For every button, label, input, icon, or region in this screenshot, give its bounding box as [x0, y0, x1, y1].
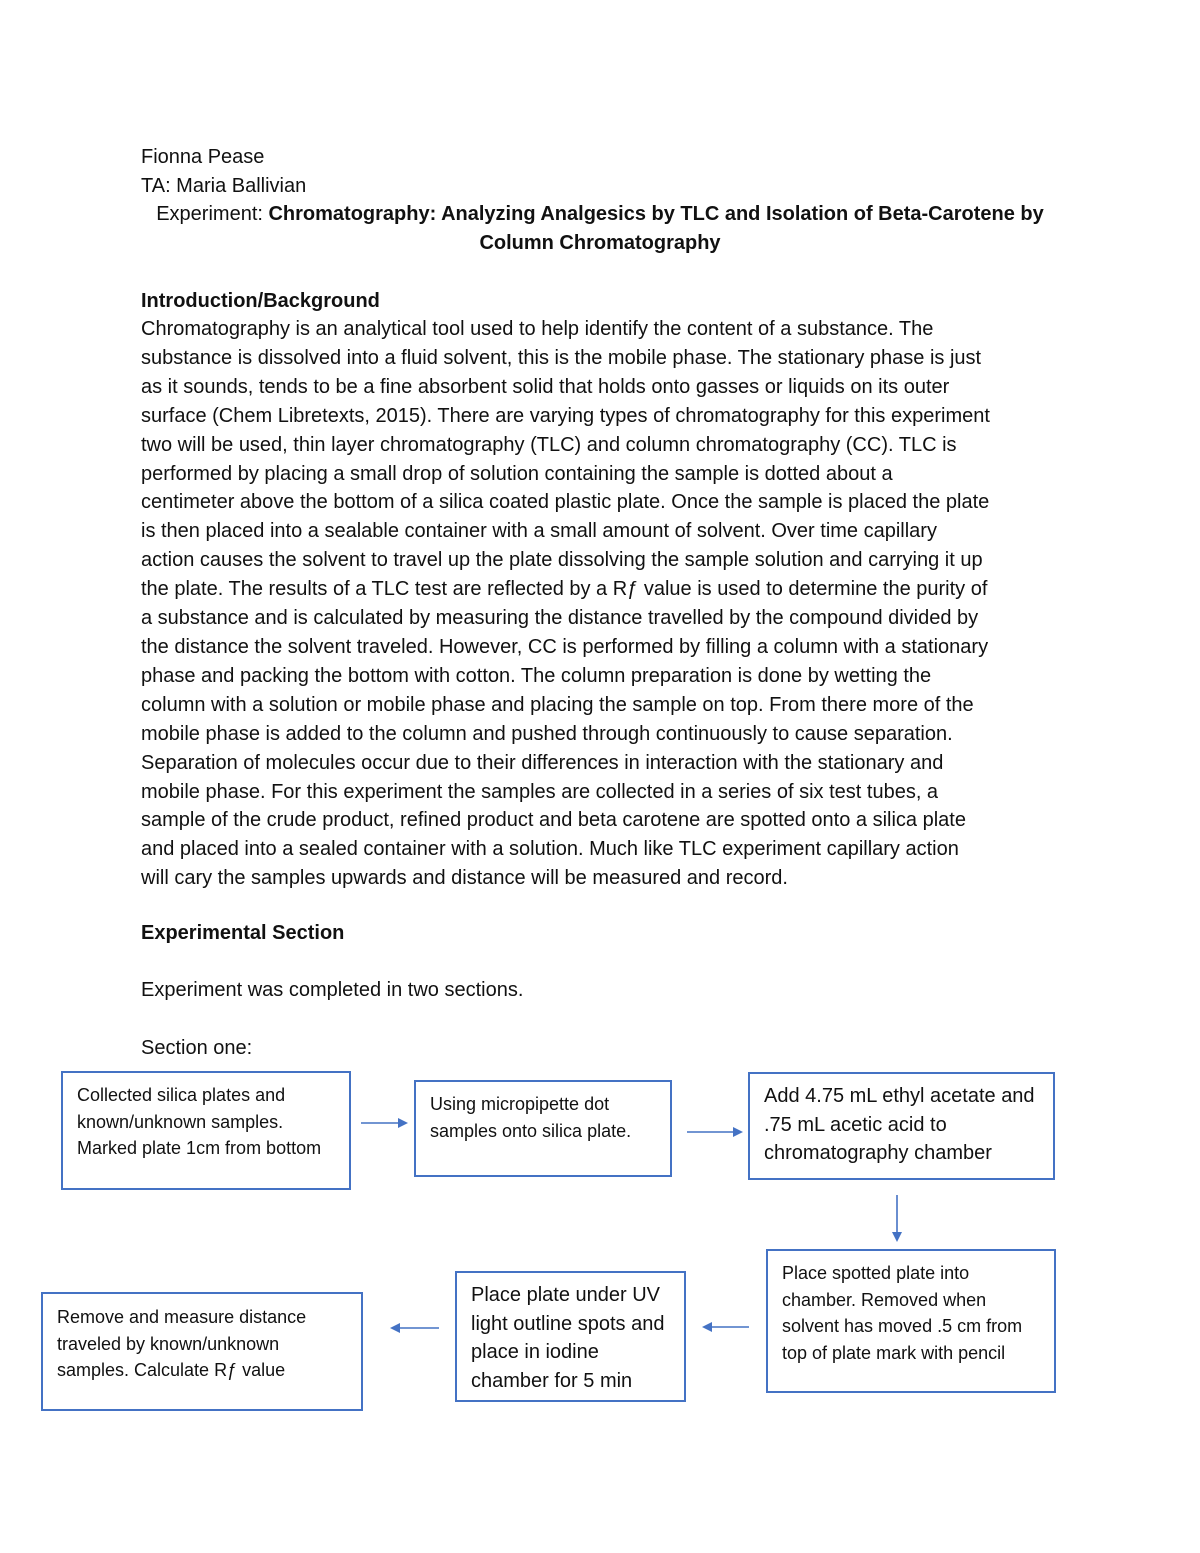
intro-line: the plate. The results of a TLC test are reflected by a Rƒ value is used to determine the purity of — [141, 578, 988, 601]
flow-step-spot: Using micropipette dot samples onto silica plate. — [414, 1080, 672, 1177]
experiment-prefix: Experiment: — [156, 203, 269, 225]
experiment-title-line2: Column Chromatography — [479, 231, 721, 254]
flow-step-develop: Place spotted plate into chamber. Removed when solvent has moved .5 cm from top of plate mark with pencil — [766, 1249, 1056, 1393]
intro-line: mobile phase. For this experiment the samples are collected in a series of six test tubes, a — [141, 780, 939, 803]
experiment-title-line1: Chromatography: Analyzing Analgesics by TLC and Isolation of Beta-Carotene by — [268, 203, 1044, 225]
intro-line: surface (Chem Libretexts, 2015). There are varying types of chromatography for this experiment — [141, 404, 990, 427]
intro-line: two will be used, thin layer chromatography (TLC) and column chromatography (CC). TLC is — [141, 433, 957, 456]
flow-step-measure: Remove and measure distance traveled by known/unknown samples. Calculate Rƒ value — [41, 1292, 363, 1411]
intro-line: mobile phase is added to the column and pushed through continuously to cause separation. — [141, 722, 953, 745]
flow-step-chamber: Add 4.75 mL ethyl acetate and .75 mL acetic acid to chromatography chamber — [748, 1072, 1055, 1180]
ta-name: TA: Maria Ballivian — [141, 175, 307, 197]
flow-step-uv: Place plate under UV light outline spots and place in iodine chamber for 5 min — [455, 1271, 686, 1402]
intro-line: the distance the solvent traveled. However, CC is performed by filling a column with a stationary — [141, 635, 989, 658]
intro-line: Chromatography is an analytical tool used to help identify the content of a substance. The — [141, 318, 934, 340]
intro-line: performed by placing a small drop of solution containing the sample is dotted about a — [141, 462, 893, 485]
flow-step-collect: Collected silica plates and known/unknown samples. Marked plate 1cm from bottom — [61, 1071, 351, 1190]
section-one-label: Section one: — [141, 1037, 253, 1059]
intro-line: as it sounds, tends to be a fine absorbent solid that holds onto gasses or liquids on its outer — [141, 375, 950, 398]
intro-line: is then placed into a sealable container with a small amount of solvent. Over time capillary — [141, 520, 937, 543]
intro-line: centimeter above the bottom of a silica coated plastic plate. Once the sample is placed the plate — [141, 491, 990, 514]
intro-line: a substance and is calculated by measuring the distance travelled by the compound divided by — [141, 607, 979, 630]
intro-line: will cary the samples upwards and distance will be measured and record. — [141, 867, 788, 890]
intro-heading: Introduction/Background — [141, 290, 380, 312]
experimental-heading: Experimental Section — [141, 922, 345, 944]
intro-line: phase and packing the bottom with cotton. The column preparation is done by wetting the — [141, 664, 932, 687]
intro-line: and placed into a sealed container with a solution. Much like TLC experiment capillary action — [141, 838, 959, 861]
author-name: Fionna Pease — [141, 146, 265, 168]
intro-line: substance is dissolved into a fluid solvent, this is the mobile phase. The stationary phase is just — [141, 346, 982, 369]
intro-line: action causes the solvent to travel up the plate dissolving the sample solution and carrying it up — [141, 549, 983, 572]
intro-line: column with a solution or mobile phase and placing the sample on top. From there more of the — [141, 693, 974, 716]
intro-line: Separation of molecules occur due to their differences in interaction with the stationary and — [141, 751, 944, 774]
intro-line: sample of the crude product, refined product and beta carotene are spotted onto a silica plate — [141, 809, 966, 832]
experimental-sentence: Experiment was completed in two sections. — [141, 979, 524, 1001]
